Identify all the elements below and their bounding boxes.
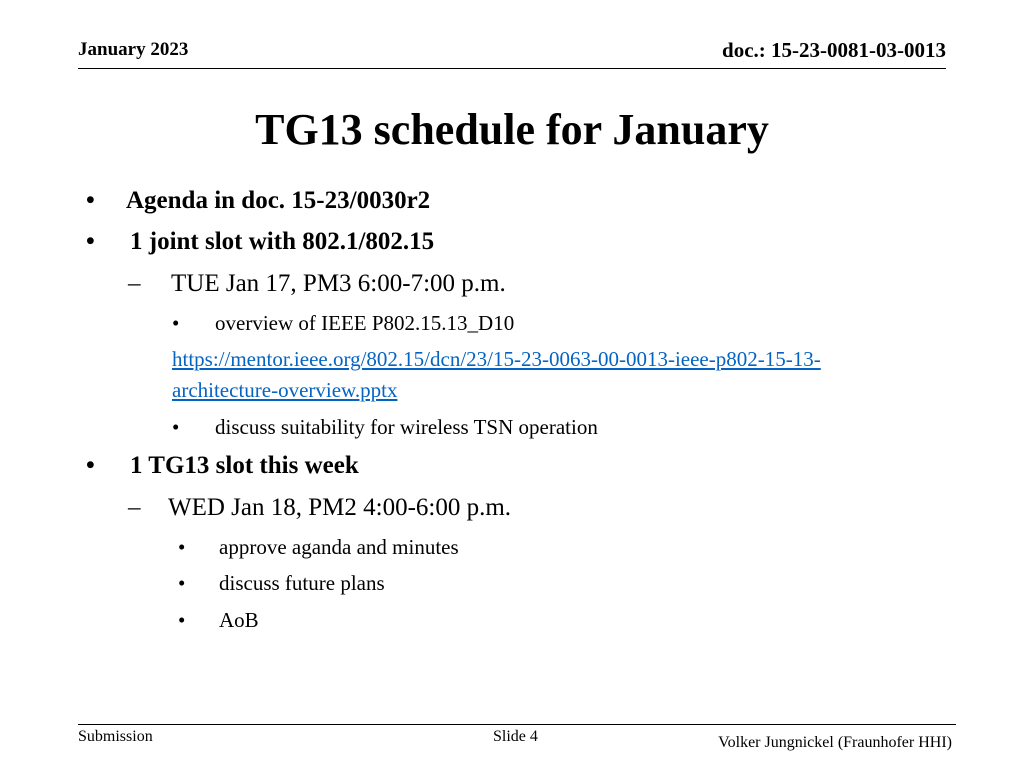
sub-item-tue-slot: TUE Jan 17, PM3 6:00-7:00 p.m.: [171, 270, 506, 297]
footer-divider: [78, 724, 956, 725]
bullet-marker: •: [172, 311, 180, 335]
bullet-marker: •: [178, 608, 186, 632]
sub-sub-item-future-plans: discuss future plans: [219, 571, 385, 595]
footer-slide-number: Slide 4: [493, 728, 538, 745]
sub-sub-item-aob: AoB: [219, 608, 259, 632]
bullet-marker: •: [86, 187, 95, 214]
sub-sub-item-overview: overview of IEEE P802.15.13_D10: [215, 311, 515, 335]
sub-sub-item-discuss-tsn: discuss suitability for wireless TSN operation: [215, 415, 598, 439]
bullet-marker: •: [178, 571, 186, 595]
header-date: January 2023: [78, 39, 189, 60]
bullet-tg13-slot: 1 TG13 slot this week: [130, 452, 359, 479]
bullet-marker: •: [178, 535, 186, 559]
dash-marker: –: [128, 270, 141, 297]
bullet-marker: •: [172, 415, 180, 439]
footer-submission: Submission: [78, 728, 153, 745]
dash-marker: –: [128, 494, 141, 521]
slide-title: TG13 schedule for January: [255, 105, 769, 154]
sub-item-wed-slot: WED Jan 18, PM2 4:00-6:00 p.m.: [168, 494, 512, 521]
bullet-agenda: Agenda in doc. 15-23/0030r2: [126, 187, 431, 214]
architecture-overview-link-cont[interactable]: architecture-overview.pptx: [172, 378, 398, 402]
architecture-overview-link[interactable]: https://mentor.ieee.org/802.15/dcn/23/15-23-0063-00-0013-ieee-p802-15-13-: [172, 347, 821, 371]
sub-sub-item-approve: approve aganda and minutes: [219, 535, 459, 559]
bullet-marker: •: [86, 228, 95, 255]
bullet-joint-slot: 1 joint slot with 802.1/802.15: [130, 228, 435, 255]
header-divider: [78, 68, 946, 69]
bullet-marker: •: [86, 452, 95, 479]
header-doc-number: doc.: 15-23-0081-03-0013: [722, 38, 946, 62]
footer-author: Volker Jungnickel (Fraunhofer HHI): [718, 734, 952, 751]
